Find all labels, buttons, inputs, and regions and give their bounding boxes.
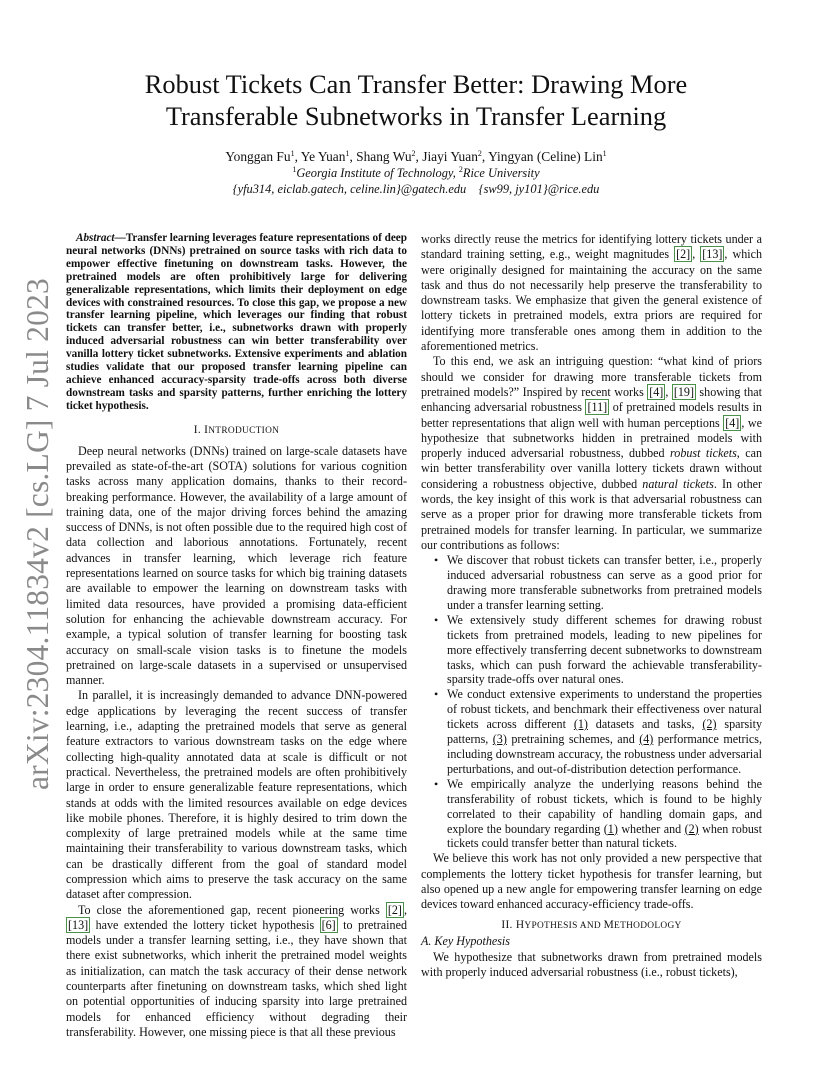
abstract-text: —Transfer learning leverages feature representations of deep neural networks (DNNs) pretrained on source tasks with rich data to empower effective finetuning on downstream tasks. However, the pretrained models are often prohibitively large for delivering generalizable representations, which limits their deployment on edge devices with constrained resources. To close this gap, we propose a new transfer learning pipeline, which leverages our finding that robust tickets can transfer better, i.e., subnetworks drawn with properly induced adversarial robustness can win better transferability over vanilla lottery ticket subnetworks. Extensive experiments and ablation studies validate that our proposed transfer learning pipeline can achieve enhanced accuracy-sparsity trade-offs across both diverse downstream tasks and sparsity patterns, further enriching the lottery ticket hypothesis. xyxy=(66,232,407,412)
hypothesis-paragraph: We hypothesize that subnetworks drawn from pretrained models with properly induced adversarial robustness (i.e., robust tickets), xyxy=(421,949,762,979)
author-affiliation-mark: 2 xyxy=(411,149,416,158)
citation-link[interactable]: [2] xyxy=(676,247,691,262)
contribution-item xyxy=(434,776,762,852)
section-number: II. xyxy=(501,918,516,931)
contribution-text: performance metrics, including downstream accuracy, the robustness under adversarial perturbations, and out-of-distribution detection performance. xyxy=(447,732,762,776)
citation-link[interactable]: [11] xyxy=(587,400,608,415)
author-name: Ye Yuan xyxy=(300,149,346,164)
text-run: , which were originally designed for maintaining the accuracy on the same task and thus do not necessarily help preserve the transferability to downstream tasks. We emphasize that given the general existence of lottery tickets in pretrained models, extra priors are required for identifying more transferable ones among them in addition to the aforementioned metrics. xyxy=(421,247,763,354)
bullet-icon: • xyxy=(434,612,439,627)
intro-paragraph-2: In parallel, it is increasingly demanded to advance DNN-powered edge applications by leveraging the recent success of transfer learning, i.e., adapting the pretrained models that serve as general feature extractors to various downstream tasks on the edge where collecting high-quality annotated data at scale is difficult or not practical. Nevertheless, the pretrained models are often prohibitively large in order to ensure generalizable feature representations, which stands at odds with the limited resources available on edge devices like mobile phones. Therefore, it is highly desired to trim down the complexity of large pretrained models while at the same time maintaining their transferability to various downstream tasks, which can be drastically different from the goal of standard model compression which aims to preserve the task accuracy on the same dataset after compression. xyxy=(66,688,407,902)
text-run: showing that enhancing adversarial robustness xyxy=(421,384,763,415)
author-affiliation-mark: 2 xyxy=(477,149,482,158)
contribution-text: We empirically analyze the underlying reasons behind the transferability of robust tickets, which is found to be highly correlated to their capability of handling domain gaps, and explore the boundary regarding xyxy=(447,776,762,836)
text-run: , can win better transferability over vanilla lottery tickets drawn without considering a robustness objective, dubbed xyxy=(421,446,762,491)
contribution-text: when robust tickets could transfer better than natural tickets. xyxy=(447,821,762,851)
right-column xyxy=(421,232,762,980)
citation-link[interactable]: [4] xyxy=(649,384,664,399)
section-title-rest: NTRODUCTION xyxy=(208,425,280,436)
citation-link[interactable]: [2] xyxy=(387,902,402,917)
text-run: of pretrained models results in better representations that align well with human perceptions xyxy=(421,400,762,430)
author-name: Jiayi Yuan xyxy=(422,149,478,164)
section-initial: H xyxy=(515,918,525,931)
subsection-heading: A. Key Hypothesis xyxy=(421,933,511,948)
text-run: , xyxy=(403,902,407,917)
contributions-list xyxy=(421,553,762,851)
emphasis-robust-tickets: robust tickets xyxy=(670,446,737,461)
contribution-text: datasets and tasks, xyxy=(587,717,703,732)
contribution-text: We conduct extensive experiments to understand the properties of robust tickets, and benchmark their effectiveness over natural tickets across different xyxy=(447,687,762,732)
title-line-2: Transferable Subnetworks in Transfer Learning xyxy=(165,101,667,131)
author-affiliation-mark: 1 xyxy=(345,149,350,158)
citation-link[interactable]: [19] xyxy=(673,384,694,399)
text-run: . In other words, the key insight of this work is that adversarial robustness can serve as a proper prior for drawing more transferable tickets from pretrained models for transfer learning. In particular, we summarize our contributions as follows: xyxy=(421,476,763,552)
question-paragraph xyxy=(421,354,762,553)
section-number: I. xyxy=(193,423,205,436)
affiliation-2: Rice University xyxy=(462,166,540,180)
citation-link[interactable]: [4] xyxy=(725,415,740,430)
enum-marker: (1) xyxy=(573,717,588,732)
continued-paragraph xyxy=(421,232,762,354)
enum-marker: (3) xyxy=(492,732,507,747)
section-title-rest: ETHODOLOGY xyxy=(614,920,682,931)
closing-paragraph: We believe this work has not only provided a new perspective that complements the lottery ticket hypothesis for transfer learning, but also opened up a new angle for empowering transfer learning on edge devices toward enhanced accuracy-efficiency trade-offs. xyxy=(421,851,762,912)
contribution-text: pretraining schemes, and xyxy=(506,732,640,747)
title-line-1: Robust Tickets Can Transfer Better: Drawing More xyxy=(144,69,688,99)
author-list: Yonggan Fu$^1$, Ye Yuan$^1$, Shang Wu$^2$, Jiayi Yuan$^2$, Yingyan (Celine) Lin$^1$ xyxy=(225,149,607,164)
text-run: to pretrained models under a transfer learning setting, i.e., they have shown that there exist subnetworks, which inherit the pretrained model weights as initialization, can match the task accuracy of their dense network counterparts after finetuning on downstream tasks, which shed light on potential opportunities of inducing sparsity into large pretrained models for enhanced efficiency without degrading their transferability. However, one missing piece is that all these previous xyxy=(66,917,407,1039)
contribution-text: We discover that robust tickets can transfer better, i.e., properly induced adversarial robustness can serve as a good prior for drawing more transferable subnetworks from pretrained models under a transfer learning setting. xyxy=(447,553,762,612)
section-heading-introduction xyxy=(66,422,407,438)
enum-marker: (1) xyxy=(603,821,618,836)
affiliations xyxy=(66,166,766,181)
paper-title xyxy=(66,68,766,132)
author-affiliation-mark: 1 xyxy=(290,149,295,158)
intro-paragraph-1: Deep neural networks (DNNs) trained on large-scale datasets have prevailed as state-of-the-art (SOTA) solutions for various cognition tasks across many application domains, thanks to their record-breaking performance. However, the availability of a large amount of training data, one of the major driving forces behind the amazing success of DNNs, is not often possible due to the required high cost of data collection and laborious annotations. Fortunately, recent advances in transfer learning, which leverage rich feature representations learned on source tasks for which big training datasets are available to empower the learning on downstream tasks with limited data resources, have provided a promising data-efficient solution for enhancing the achievable downstream accuracy. For example, a typical solution of transfer learning for boosting task accuracy on small-scale vision tasks is to finetune the models pretrained on large-scale datasets in a supervised or unsupervised manner. xyxy=(66,443,407,688)
citation-link[interactable]: [13] xyxy=(702,247,723,262)
affiliation-1: Georgia Institute of Technology, xyxy=(296,166,459,180)
author-affiliation-mark: 1 xyxy=(602,149,607,158)
citation-link[interactable]: [6] xyxy=(321,917,336,932)
intro-paragraph-3 xyxy=(66,903,407,1041)
enum-marker: (2) xyxy=(684,821,699,836)
author-name: Yingyan (Celine) Lin xyxy=(488,149,603,164)
section-title-rest: YPOTHESIS AND xyxy=(524,920,604,931)
contribution-text: sparsity patterns, xyxy=(447,717,762,747)
section-heading-hypothesis xyxy=(421,917,762,933)
text-run: have extended the lottery ticket hypothesis xyxy=(90,917,320,932)
bullet-icon: • xyxy=(434,687,439,702)
citation-link[interactable]: [13] xyxy=(68,917,89,932)
contribution-item xyxy=(434,687,762,776)
text-run: , xyxy=(665,384,672,399)
emphasis-natural-tickets: natural tickets xyxy=(642,476,714,491)
left-column xyxy=(66,232,407,1040)
abstract-label: Abstract xyxy=(76,232,115,244)
contribution-item xyxy=(434,612,762,688)
section-initial: I xyxy=(204,423,209,436)
bullet-icon: • xyxy=(434,776,439,791)
contribution-item xyxy=(434,553,762,613)
author-name: Yonggan Fu xyxy=(225,149,291,164)
contribution-text: We extensively study different schemes for drawing robust tickets from pretrained models, leading to new pipelines for more effectively transferring decent subnetworks to downstream tasks, which can push forward the achievable transferability-sparsity trade-offs over natural ones. xyxy=(447,612,762,687)
section-initial: M xyxy=(603,918,615,931)
enum-marker: (4) xyxy=(639,732,654,747)
abstract xyxy=(66,232,407,413)
text-run: , we hypothesize that subnetworks hidden in pretrained models with properly induced adversarial robustness, dubbed xyxy=(421,415,762,461)
bullet-icon: • xyxy=(434,553,439,568)
author-name: Shang Wu xyxy=(356,149,412,164)
affiliation-mark: 2 xyxy=(458,165,463,174)
text-run: , xyxy=(692,247,701,262)
text-run: To this end, we ask an intriguing question: “what kind of priors should we consider for drawing more transferable tickets from pretrained models?” Inspired by recent works xyxy=(421,354,762,399)
text-run: To close the aforementioned gap, recent pioneering works xyxy=(78,902,386,917)
affiliation-mark: 1 xyxy=(292,165,297,174)
arxiv-side-stamp: arXiv:2304.11834v2 [cs.LG] 7 Jul 2023 xyxy=(20,278,55,790)
author-emails: {yfu314, eiclab.gatech, celine.lin}@gatech.edu {sw99, jy101}@rice.edu xyxy=(232,182,600,196)
text-run: works directly reuse the metrics for identifying lottery tickets under a standard training setting, e.g., weight magnitudes xyxy=(421,232,762,262)
enum-marker: (2) xyxy=(702,717,717,732)
contribution-text: whether and xyxy=(617,821,685,836)
